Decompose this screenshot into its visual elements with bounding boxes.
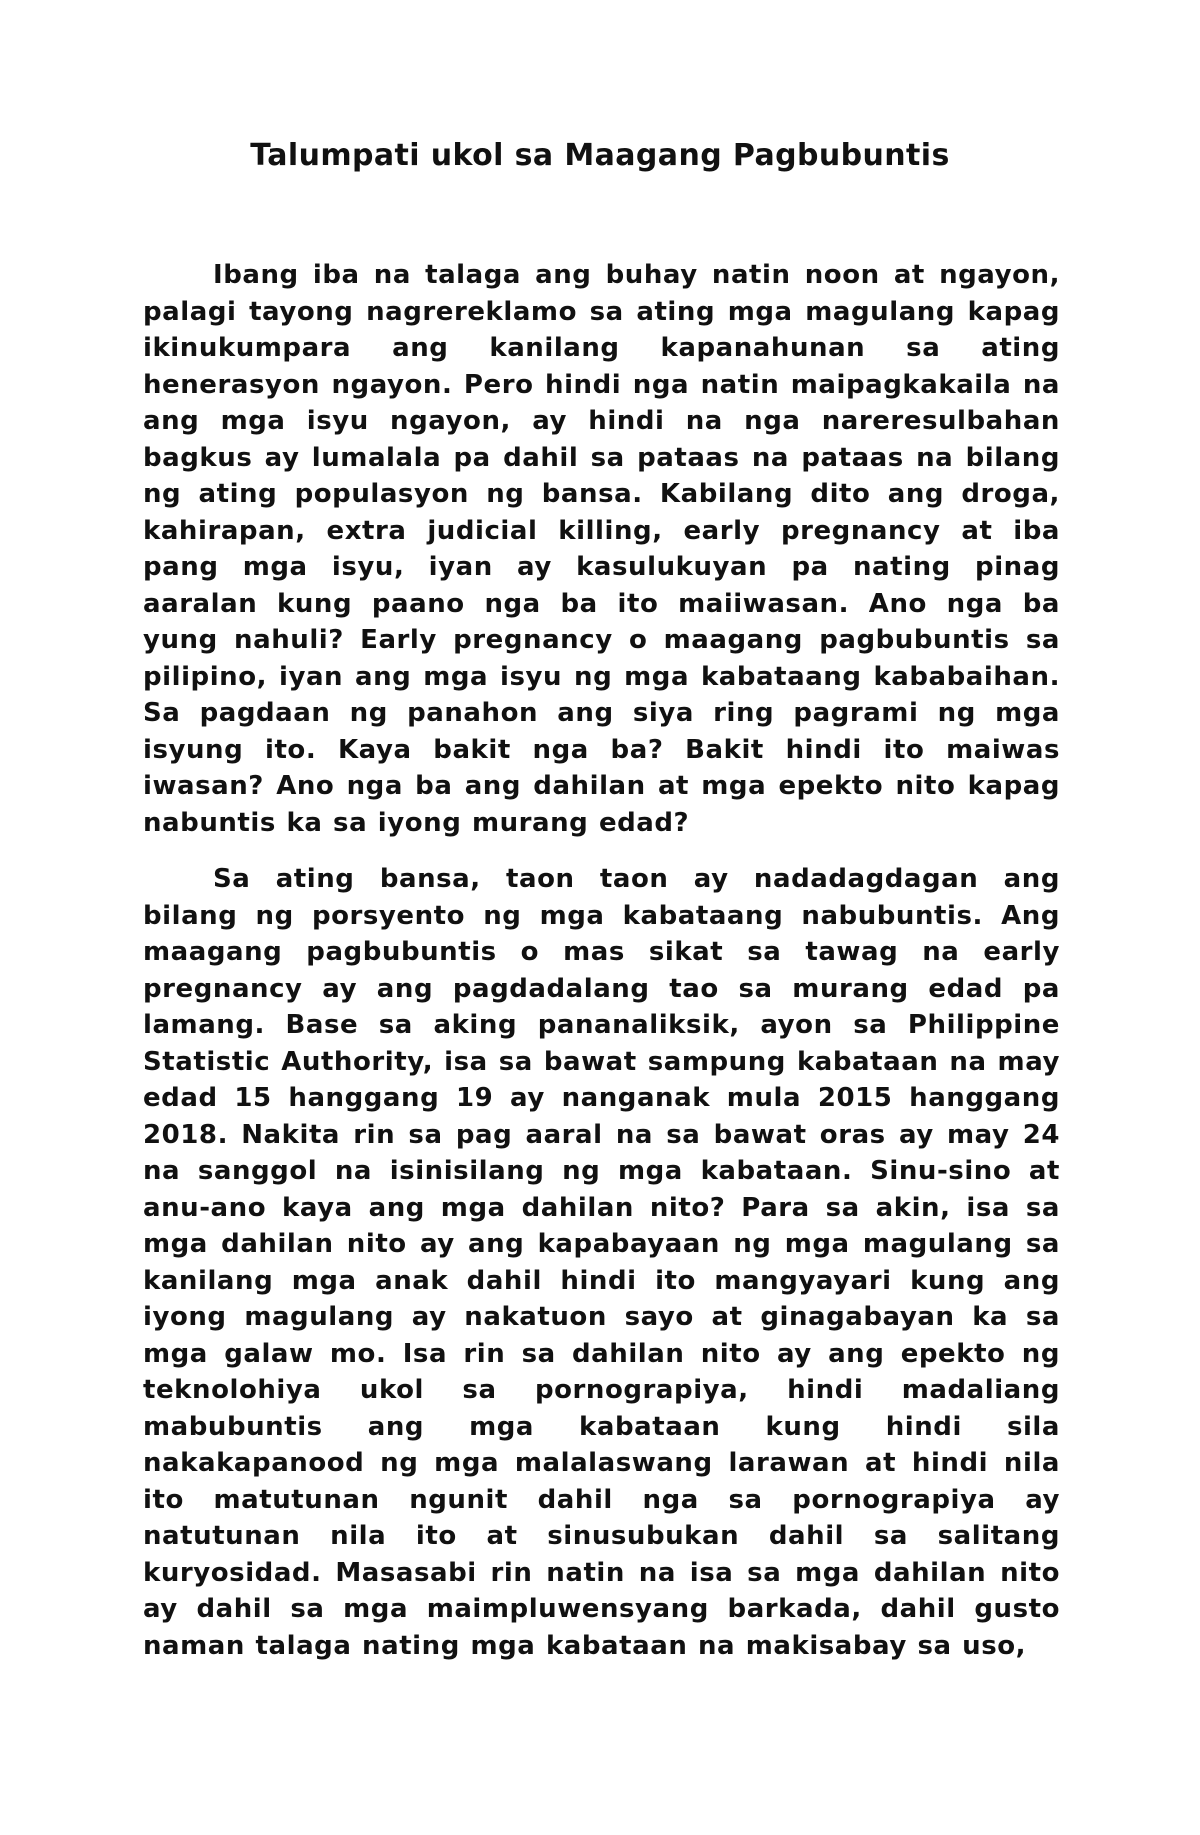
document-body (143, 257, 1060, 1664)
document-title: Talumpati ukol sa Maagang Pagbubuntis (250, 138, 950, 173)
paragraph-1: Ibang iba na talaga ang buhay natin noon at ngayon, palagi tayong nagrereklamo sa ating mga magulang kapag ikinukumpara ang kanilang kapanahunan sa ating henerasyon ngayon. Pero hindi nga natin maipagkakaila na ang mga isyu ngayon, ay hindi na nga nareresulbahan bagkus ay lumalala pa dahil sa pataas na pataas na bilang ng ating populasyon ng bansa. Kabilang dito ang droga, kahirapan, extra judicial killing, early pregnancy at iba pang mga isyu, iyan ay kasulukuyan pa nating pinag aaralan kung paano nga ba ito maiiwasan. Ano nga ba yung nahuli? Early pregnancy o maagang pagbubuntis sa pilipino, iyan ang mga isyu ng mga kabataang kababaihan. Sa pagdaan ng panahon ang siya ring pagrami ng mga isyung ito. Kaya bakit nga ba? Bakit hindi ito maiwas iwasan? Ano nga ba ang dahilan at mga epekto nito kapag nabuntis ka sa iyong murang edad? (143, 260, 1060, 838)
paragraph-2: Sa ating bansa, taon taon ay nadadagdagan ang bilang ng porsyento ng mga kabataang nabubuntis. Ang maagang pagbubuntis o mas sikat sa tawag na early pregnancy ay ang pagdadalang tao sa murang edad pa lamang. Base sa aking pananaliksik, ayon sa Philippine Statistic Authority, isa sa bawat sampung kabataan na may edad 15 hanggang 19 ay nanganak mula 2015 hanggang 2018. Nakita rin sa pag aaral na sa bawat oras ay may 24 na sanggol na isinisilang ng mga kabataan. Sinu-sino at anu-ano kaya ang mga dahilan nito? Para sa akin, isa sa mga dahilan nito ay ang kapabayaan ng mga magulang sa kanilang mga anak dahil hindi ito mangyayari kung ang iyong magulang ay nakatuon sayo at ginagabayan ka sa mga galaw mo. Isa rin sa dahilan nito ay ang epekto ng teknolohiya ukol sa pornograpiya, hindi madaliang mabubuntis ang mga kabataan kung hindi sila nakakapanood ng mga malalaswang larawan at hindi nila ito matutunan ngunit dahil nga sa pornograpiya ay natutunan nila ito at sinusubukan dahil sa salitang kuryosidad. Masasabi rin natin na isa sa mga dahilan nito ay dahil sa mga maimpluwensyang barkada, dahil gusto naman talaga nating mga kabataan na makisabay sa uso, (143, 864, 1060, 1661)
